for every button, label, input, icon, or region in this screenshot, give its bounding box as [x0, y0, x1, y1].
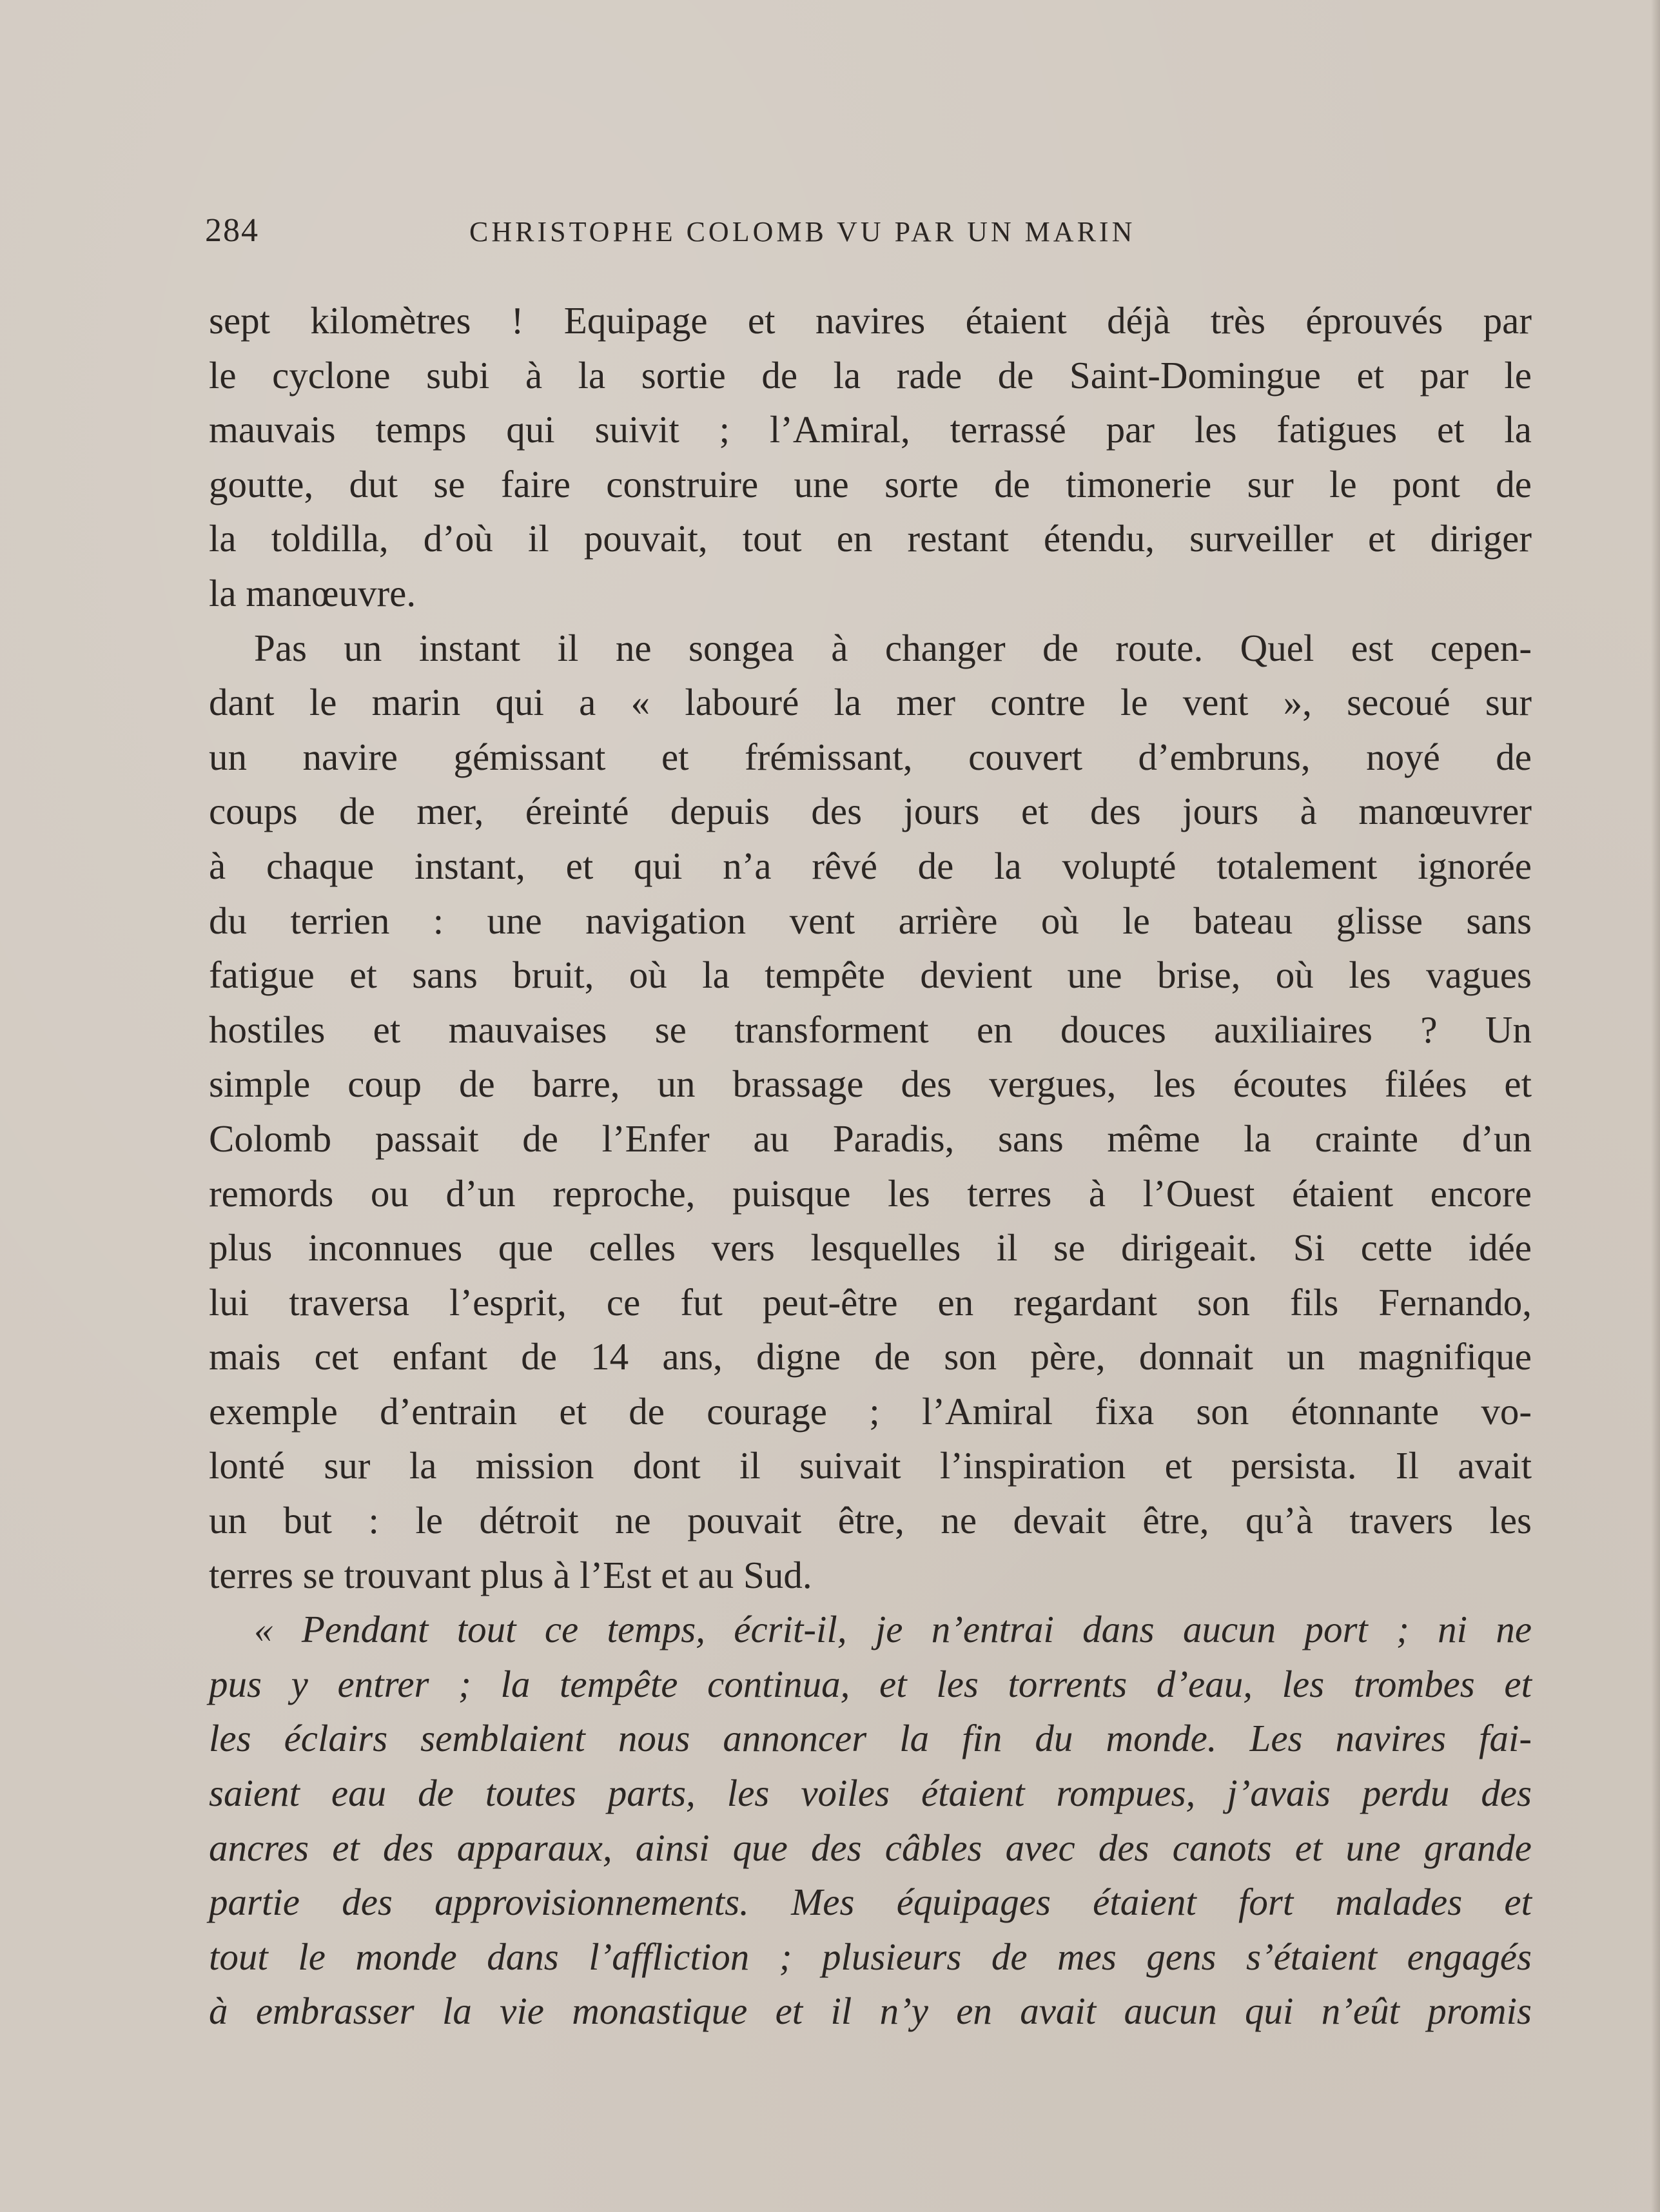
text-line: goutte, dut se faire construire une sorte de timonerie sur le pont de [209, 462, 1532, 505]
text-line: la manœuvre. [209, 571, 416, 614]
text-line: simple coup de barre, un brassage des vergues, les écoutes filées et [209, 1062, 1532, 1106]
text-line: coups de mer, éreinté depuis des jours et des jours à manœuvrer [209, 790, 1532, 833]
text-line: mais cet enfant de 14 ans, digne de son père, donnait un magnifique [209, 1335, 1532, 1378]
text-line: « Pendant tout ce temps, écrit-il, je n’entrai dans aucun port ; ni ne [254, 1608, 1532, 1651]
text-line: les éclairs semblaient nous annoncer la fin du monde. Les navires fai- [209, 1717, 1532, 1760]
paragraph-quotation [209, 1602, 1532, 2039]
text-line: mauvais temps qui suivit ; l’Amiral, terrassé par les fatigues et la [209, 408, 1532, 451]
page-header [205, 211, 1249, 257]
text-line: saient eau de toutes parts, les voiles étaient rompues, j’avais perdu des [209, 1772, 1532, 1815]
running-title: CHRISTOPHE COLOMB VU PAR UN MARIN [469, 216, 1136, 248]
page-number: 284 [205, 212, 259, 249]
text-line: dant le marin qui a « labouré la mer contre le vent », secoué sur [209, 681, 1532, 724]
text-line: un but : le détroit ne pouvait être, ne devait être, qu’à travers les [209, 1499, 1532, 1542]
text-line: un navire gémissant et frémissant, couvert d’embruns, noyé de [209, 735, 1532, 778]
text-line: Colomb passait de l’Enfer au Paradis, sans même la crainte d’un [209, 1117, 1532, 1160]
text-line: Pas un instant il ne songea à changer de route. Quel est cepen- [254, 626, 1532, 669]
text-line: lonté sur la mission dont il suivait l’inspiration et persista. Il avait [209, 1444, 1532, 1487]
text-line: la toldilla, d’où il pouvait, tout en restant étendu, surveiller et diriger [209, 517, 1532, 560]
text-line: à chaque instant, et qui n’a rêvé de la volupté totalement ignorée [209, 844, 1532, 887]
paragraph-route [209, 621, 1532, 1603]
text-line: ancres et des apparaux, ainsi que des câbles avec des canots et une grande [209, 1826, 1532, 1869]
paragraph-continuation [209, 293, 1532, 621]
page-edge-shadow [1651, 0, 1660, 2212]
text-line: tout le monde dans l’affliction ; plusieurs de mes gens s’étaient engagés [209, 1935, 1532, 1978]
text-line: lui traversa l’esprit, ce fut peut-être en regardant son fils Fernando, [209, 1280, 1532, 1324]
text-line: du terrien : une navigation vent arrière où le bateau glisse sans [209, 899, 1532, 942]
body-text [209, 293, 1532, 2039]
text-line: remords ou d’un reproche, puisque les terres à l’Ouest étaient encore [209, 1171, 1532, 1215]
text-line: exemple d’entrain et de courage ; l’Amiral fixa son étonnante vo- [209, 1389, 1532, 1433]
text-line: partie des approvisionnements. Mes équipages étaient fort malades et [209, 1881, 1532, 1924]
text-line: pus y entrer ; la tempête continua, et les torrents d’eau, les trombes et [209, 1662, 1532, 1705]
text-line: hostiles et mauvaises se transforment en douces auxiliaires ? Un [209, 1008, 1532, 1051]
text-line: sept kilomètres ! Equipage et navires étaient déjà très éprouvés par [209, 299, 1532, 342]
text-line: le cyclone subi à la sortie de la rade de Saint-Domingue et par le [209, 353, 1532, 396]
text-line: à embrasser la vie monastique et il n’y en avait aucun qui n’eût promis [209, 1990, 1532, 2033]
text-line: fatigue et sans bruit, où la tempête devient une brise, où les vagues [209, 954, 1532, 997]
text-line: plus inconnues que celles vers lesquelles il se dirigeait. Si cette idée [209, 1226, 1532, 1269]
text-line: terres se trouvant plus à l’Est et au Sud. [209, 1553, 812, 1596]
